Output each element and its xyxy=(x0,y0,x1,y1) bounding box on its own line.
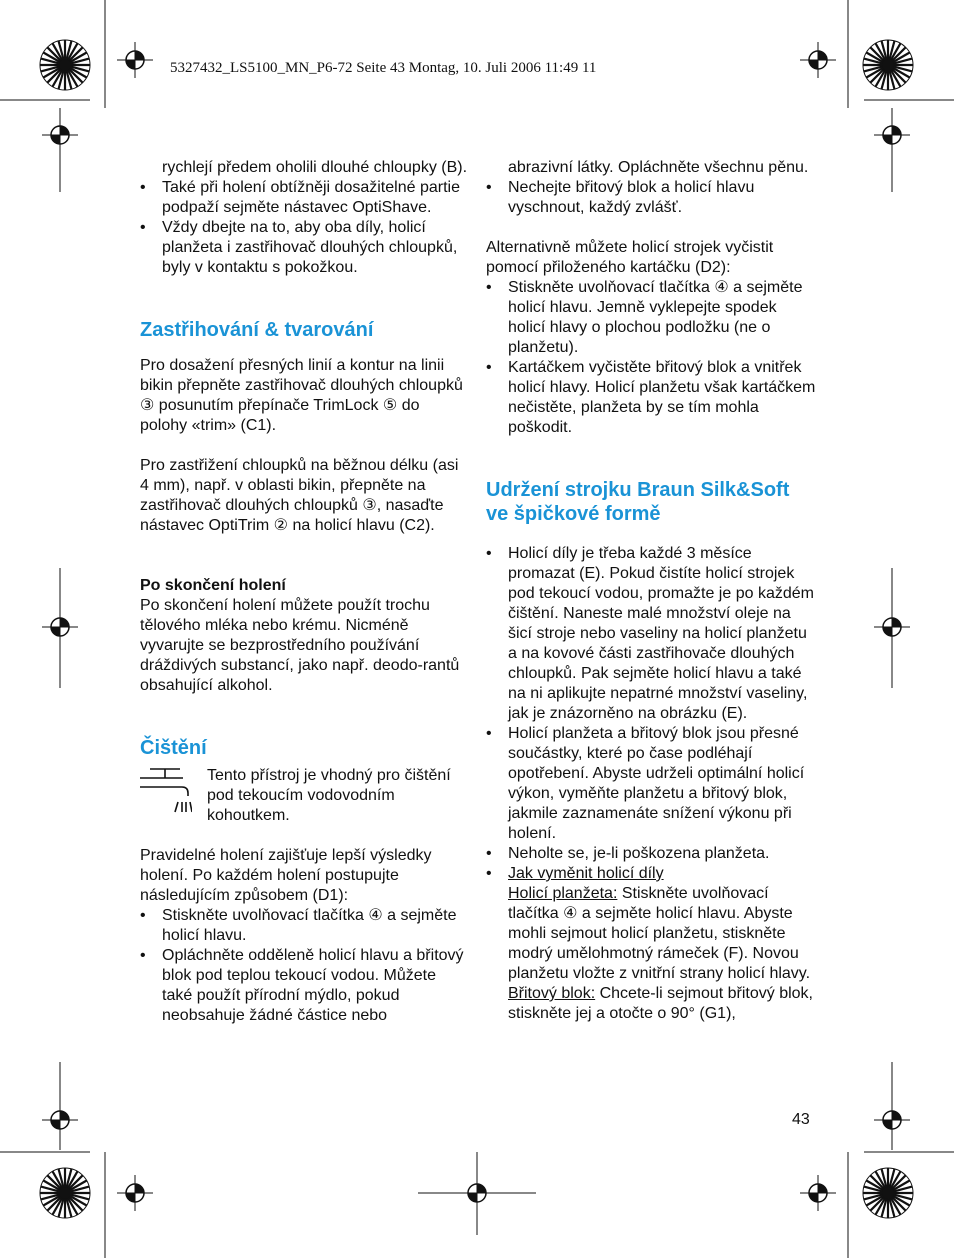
tap-note xyxy=(140,766,470,826)
bullet-list xyxy=(140,906,470,1026)
continued-paragraph: abrazivní látky. Opláchněte všechnu pěnu. xyxy=(508,159,809,176)
section-heading-trimming: Zastřihování & tvarování xyxy=(140,319,374,341)
replace-parts-title: Jak vyměnit holicí díly xyxy=(508,865,664,882)
list-item: • Vždy dbejte na to, aby oba díly, holicí planžeta i zastřihovač dlouhých chloupků, byly v kontaktu s pokožkou. xyxy=(140,218,470,278)
right-column xyxy=(486,158,816,1024)
list-item: • Opláchněte odděleně holicí hlavu a břitový blok pod teplou tekoucí vodou. Můžete také použít přírodní mýdlo, pokud neobsahuje žádné částice nebo xyxy=(140,946,470,1026)
foil-text: Stiskněte uvolňovací tlačítka ④ a sejměte holicí hlavu. Abyste mohli sejmout holicí planžetu, stiskněte modrý umělohmotný rámeček (F). Novou planžetu vložte z vnitřní strany holicí hlavy. xyxy=(508,885,811,982)
list-item: • Také při holení obtížněji dosažitelné partie podpaží sejměte nástavec OptiShave. xyxy=(140,178,470,218)
blade-text: Chcete-li sejmout břitový blok, stiskněte jej a otočte o 90° (G1), xyxy=(508,985,813,1022)
paragraph: Alternativně můžete holicí strojek vyčistit pomocí přiloženého kartáčku (D2): xyxy=(486,239,774,276)
list-item: • Stiskněte uvolňovací tlačítka ④ a sejměte holicí hlavu. xyxy=(140,906,470,946)
page-number: 43 xyxy=(792,1111,810,1128)
continued-paragraph: rychlejí předem oholili dlouhé chloupky (B). xyxy=(162,159,468,176)
bullet-list xyxy=(140,178,470,278)
bullet-list xyxy=(486,544,816,1024)
paragraph: Po skončení holení můžete použít trochu tělového mléka nebo krému. Nicméně vyvarujte se bezprostředního používání dráždivých substancí, jako např. deodo-rantů obsahující alkohol. xyxy=(140,597,460,694)
bullet-list xyxy=(486,178,816,218)
subheading-after-shaving: Po skončení holení xyxy=(140,577,286,594)
paragraph: Pro zastřižení chloupků na běžnou délku (asi 4 mm), např. v oblasti bikin, přepněte na zastřihovač dlouhých chloupků ③, nasaďte nástavec OptiTrim ② na holicí hlavu (C2). xyxy=(140,457,459,534)
list-item: • Holicí planžeta a břitový blok jsou přesné součástky, které po čase podléhají opotřebení. Abyste udrželi optimální holicí výkon, vyměňte planžetu a břitový blok, jakmile zaznamenáte snížení výkonu při holení. xyxy=(486,724,816,844)
list-item: • Kartáčkem vyčistěte břitový blok a vnitřek holicí hlavy. Holicí planžetu však kartáčkem nečistěte, planžeta by se tím mohla poškodit. xyxy=(486,358,816,438)
tap-text: Tento přístroj je vhodný pro čištění pod tekoucím vodovodním kohoutkem. xyxy=(207,767,451,824)
print-header: 5327432_LS5100_MN_P6-72 Seite 43 Montag, 10. Juli 2006 11:49 11 xyxy=(170,60,597,76)
paragraph: Pro dosažení přesných linií a kontur na linii bikin přepněte zastřihovač dlouhých chloupků ③ posunutím přepínače TrimLock ⑤ do polohy «trim» (C1). xyxy=(140,357,463,434)
blade-label: Břitový blok: xyxy=(508,985,596,1002)
water-tap-icon xyxy=(140,766,207,822)
bullet-list xyxy=(486,278,816,438)
left-column xyxy=(140,158,470,1026)
list-item: • Neholte se, je-li poškozena planžeta. xyxy=(486,844,816,864)
section-heading-cleaning: Čištění xyxy=(140,737,207,759)
list-item: • Holicí díly je třeba každé 3 měsíce promazat (E). Pokud čistíte holicí strojek pod tekoucí vodou, promažte je po každém čištění. Naneste malé množství oleje na šicí stroje nebo vaseliny na holicí planžetu a na kovové části zastřihovače dlouhých chloupků. Pak sejměte holicí hlavu a také na ni aplikujte nepatrné množství vaseliny, jak je znázorněno na obrázku (E). xyxy=(486,544,816,724)
list-item: • Nechejte břitový blok a holicí hlavu vyschnout, každý zvlášť. xyxy=(486,178,816,218)
list-item-replace-parts xyxy=(486,864,816,1024)
paragraph: Pravidelné holení zajišťuje lepší výsledky holení. Po každém holení postupujte následujícím způsobem (D1): xyxy=(140,847,432,904)
section-heading-maintenance: Udržení strojku Braun Silk&Soft ve špičkové formě xyxy=(486,479,790,525)
list-item: • Stiskněte uvolňovací tlačítka ④ a sejměte holicí hlavu. Jemně vyklepejte spodek holicí hlavy o plochou podložku (ne o planžetu). xyxy=(486,278,816,358)
foil-label: Holicí planžeta: xyxy=(508,885,618,902)
